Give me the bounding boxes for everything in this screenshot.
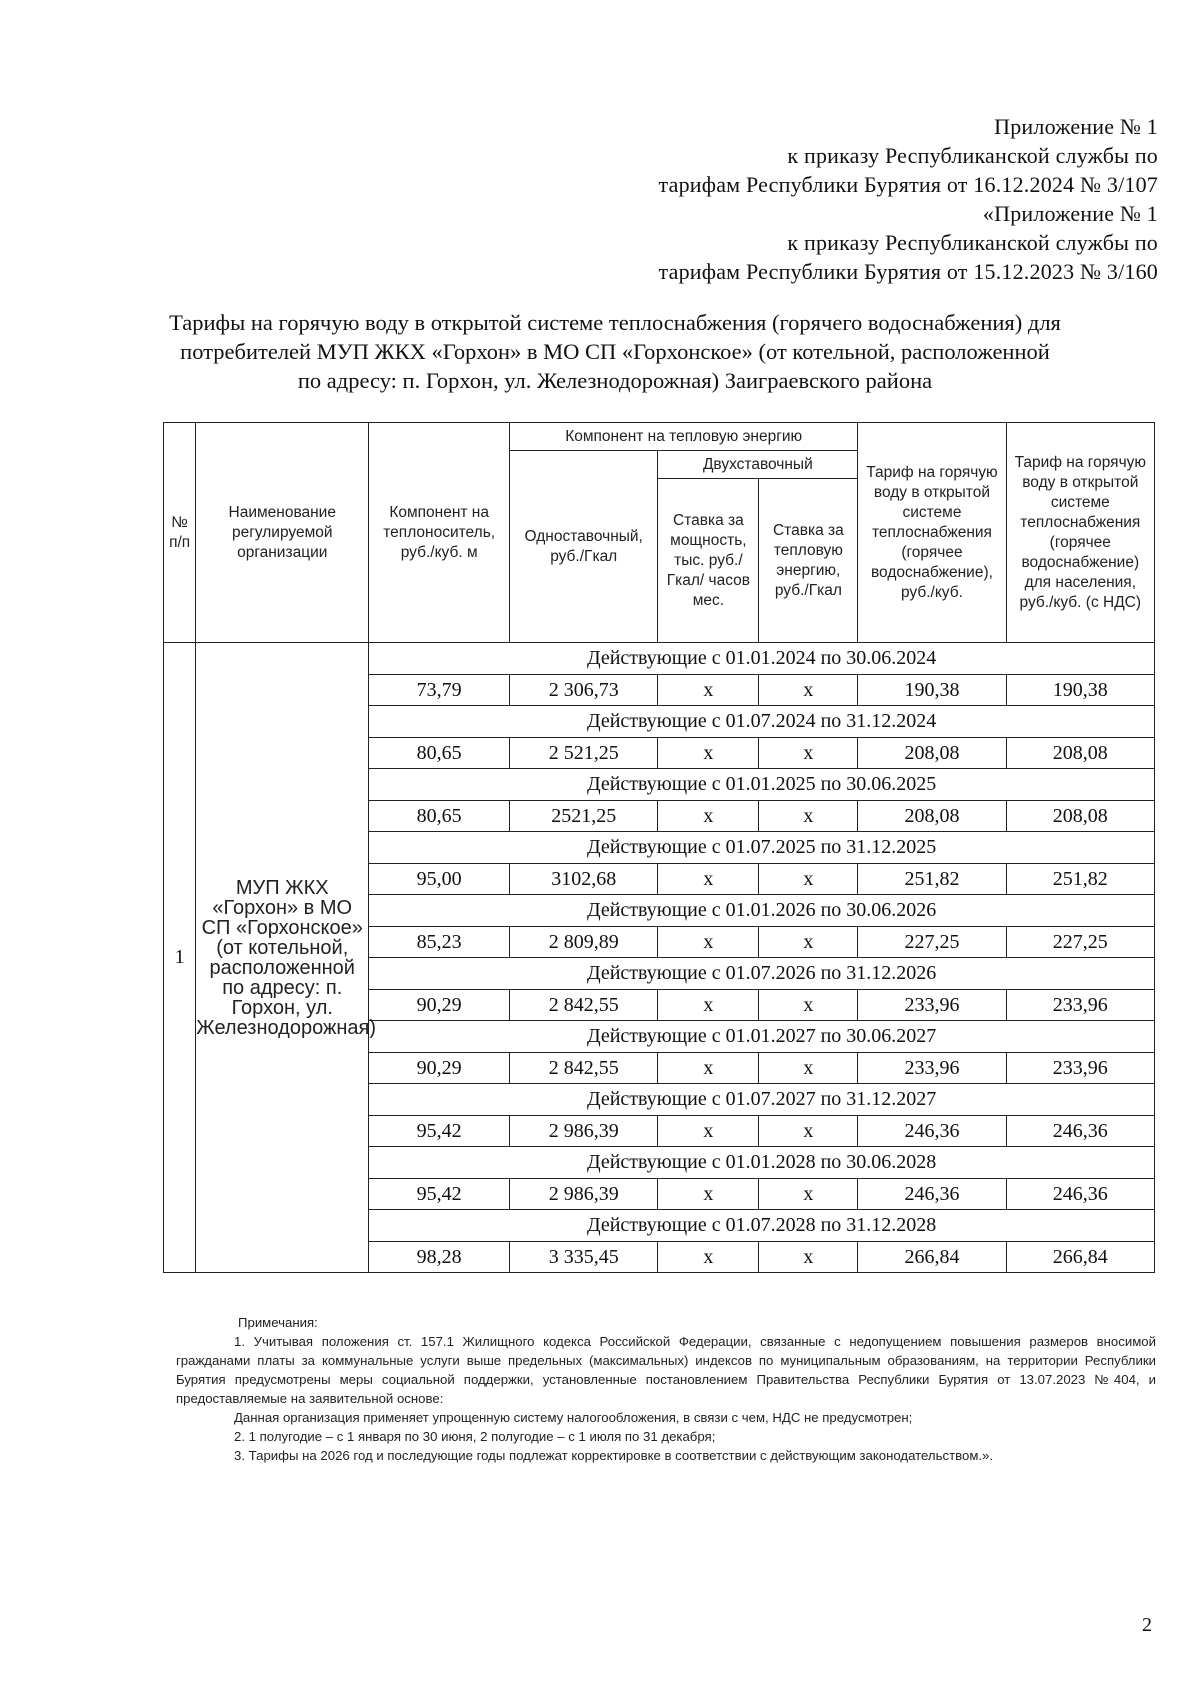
capacity-rate-value: x [658, 927, 759, 958]
period-label: Действующие с 01.07.2026 по 31.12.2026 [369, 958, 1155, 990]
column-header-organization: Наименование регулируемой организации [196, 423, 369, 643]
energy-rate-value: x [759, 1179, 858, 1210]
note-item: 1. Учитывая положения ст. 157.1 Жилищного кодекса Российской Федерации, связанные с недопущением повышения размеров вносимой гражданами платы за коммунальные услуги выше предельных (максимальных) индексов по муниципальным образованиям, на территории Республики Бурятия предусмотрены меры социальной поддержки, установленные постановлением Правительства Республики Бурятия от 13.07.2023 №404, и предоставляемые на заявительной основе: [176, 1334, 1156, 1406]
column-header-carrier: Компонент на теплоноситель, руб./куб. м [369, 423, 510, 643]
organization-cell: МУП ЖКХ «Горхон» в МО СП «Горхонское» (от котельной, расположенной по адресу: п. Горхон, ул. Железнодорожная) [196, 643, 369, 1273]
carrier-value: 80,65 [369, 801, 510, 832]
carrier-value: 98,28 [369, 1242, 510, 1273]
carrier-value: 90,29 [369, 990, 510, 1021]
capacity-rate-value: x [658, 675, 759, 706]
energy-rate-value: x [759, 990, 858, 1021]
tariff-value: 190,38 [858, 675, 1006, 706]
energy-rate-value: x [759, 738, 858, 769]
header-line: тарифам Республики Бурятия от 15.12.2023 № 3/160 [658, 259, 1158, 284]
tariff-value: 251,82 [858, 864, 1006, 895]
energy-rate-value: x [759, 864, 858, 895]
header-line: к приказу Республиканской службы по [787, 230, 1158, 255]
capacity-rate-value: x [658, 990, 759, 1021]
capacity-rate-value: x [658, 864, 759, 895]
single-rate-value: 2 842,55 [510, 990, 658, 1021]
period-label: Действующие с 01.01.2027 по 30.06.2027 [369, 1021, 1155, 1053]
column-header-energy-rate: Ставка за тепловую энергию, руб./Гкал [759, 479, 858, 643]
period-label: Действующие с 01.07.2025 по 31.12.2025 [369, 832, 1155, 864]
header-line: тарифам Республики Бурятия от 16.12.2024 № 3/107 [658, 172, 1158, 197]
period-label: Действующие с 01.01.2025 по 30.06.2025 [369, 769, 1155, 801]
single-rate-value: 2 986,39 [510, 1179, 658, 1210]
tariff-population-value: 208,08 [1006, 738, 1154, 769]
tariff-population-value: 190,38 [1006, 675, 1154, 706]
single-rate-value: 2 306,73 [510, 675, 658, 706]
column-header-tariff-population: Тариф на горячую воду в открытой системе теплоснабжения (горячее водоснабжение) для населения, руб./куб. (с НДС) [1006, 423, 1154, 643]
tariff-population-value: 233,96 [1006, 990, 1154, 1021]
header-line: Приложение № 1 [994, 114, 1158, 139]
tariff-value: 227,25 [858, 927, 1006, 958]
title-line: по адресу: п. Горхон, ул. Железнодорожная) Заиграевского района [297, 368, 933, 393]
tariff-population-value: 251,82 [1006, 864, 1154, 895]
notes-section [176, 1313, 1156, 1465]
header-line: «Приложение № 1 [982, 201, 1158, 226]
energy-rate-value: x [759, 1242, 858, 1273]
period-label: Действующие с 01.07.2024 по 31.12.2024 [369, 706, 1155, 738]
note-item: 3. Тарифы на 2026 год и последующие годы подлежат корректировке в соответствии с действующим законодательством.». [234, 1448, 994, 1463]
capacity-rate-value: x [658, 1179, 759, 1210]
title-line: Тарифы на горячую воду в открытой системе теплоснабжения (горячего водоснабжения) для [169, 310, 1061, 335]
period-label: Действующие с 01.01.2024 по 30.06.2024 [369, 643, 1155, 675]
column-header-single-rate: Одноставочный, руб./Гкал [510, 451, 658, 643]
single-rate-value: 2 521,25 [510, 738, 658, 769]
single-rate-value: 3102,68 [510, 864, 658, 895]
tariff-value: 246,36 [858, 1179, 1006, 1210]
energy-rate-value: x [759, 1053, 858, 1084]
row-number-cell: 1 [164, 643, 196, 1273]
single-rate-value: 2 809,89 [510, 927, 658, 958]
energy-rate-value: x [759, 1116, 858, 1147]
appendix-header [659, 112, 1158, 286]
tariff-value: 233,96 [858, 1053, 1006, 1084]
tariff-population-value: 227,25 [1006, 927, 1154, 958]
tariff-population-value: 233,96 [1006, 1053, 1154, 1084]
energy-rate-value: x [759, 675, 858, 706]
capacity-rate-value: x [658, 1053, 759, 1084]
tariff-value: 233,96 [858, 990, 1006, 1021]
column-header-capacity-rate: Ставка за мощность, тыс. руб./Гкал/ часов мес. [658, 479, 759, 643]
note-item: 2. 1 полугодие – с 1 января по 30 июня, 2 полугодие – с 1 июля по 31 декабря; [234, 1429, 716, 1444]
energy-rate-value: x [759, 927, 858, 958]
tariff-population-value: 208,08 [1006, 801, 1154, 832]
note-item: Данная организация применяет упрощенную систему налогообложения, в связи с чем, НДС не предусмотрен; [234, 1410, 913, 1425]
carrier-value: 95,42 [369, 1116, 510, 1147]
energy-rate-value: x [759, 801, 858, 832]
column-header-tariff: Тариф на горячую воду в открытой системе теплоснабжения (горячее водоснабжение), руб./куб. [858, 423, 1006, 643]
column-header-num: № п/п [164, 423, 196, 643]
single-rate-value: 3 335,45 [510, 1242, 658, 1273]
capacity-rate-value: x [658, 1242, 759, 1273]
tariff-population-value: 246,36 [1006, 1179, 1154, 1210]
period-label: Действующие с 01.01.2026 по 30.06.2026 [369, 895, 1155, 927]
tariff-population-value: 246,36 [1006, 1116, 1154, 1147]
carrier-value: 95,42 [369, 1179, 510, 1210]
notes-heading: Примечания: [238, 1315, 318, 1330]
period-label: Действующие с 01.07.2027 по 31.12.2027 [369, 1084, 1155, 1116]
tariff-value: 246,36 [858, 1116, 1006, 1147]
tariff-value: 266,84 [858, 1242, 1006, 1273]
capacity-rate-value: x [658, 738, 759, 769]
title-line: потребителей МУП ЖКХ «Горхон» в МО СП «Горхонское» (от котельной, расположенной [180, 339, 1050, 364]
period-label: Действующие с 01.01.2028 по 30.06.2028 [369, 1147, 1155, 1179]
tariff-table [163, 422, 1155, 1273]
page-number: 2 [1142, 1614, 1152, 1636]
period-label: Действующие с 01.07.2028 по 31.12.2028 [369, 1210, 1155, 1242]
tariff-population-value: 266,84 [1006, 1242, 1154, 1273]
capacity-rate-value: x [658, 801, 759, 832]
column-header-two-rate: Двухставочный [658, 451, 858, 479]
carrier-value: 85,23 [369, 927, 510, 958]
single-rate-value: 2 842,55 [510, 1053, 658, 1084]
header-line: к приказу Республиканской службы по [787, 143, 1158, 168]
carrier-value: 90,29 [369, 1053, 510, 1084]
document-title [150, 308, 1080, 395]
tariff-value: 208,08 [858, 738, 1006, 769]
carrier-value: 73,79 [369, 675, 510, 706]
column-header-energy-component: Компонент на тепловую энергию [510, 423, 858, 451]
carrier-value: 95,00 [369, 864, 510, 895]
carrier-value: 80,65 [369, 738, 510, 769]
capacity-rate-value: x [658, 1116, 759, 1147]
tariff-value: 208,08 [858, 801, 1006, 832]
single-rate-value: 2 986,39 [510, 1116, 658, 1147]
single-rate-value: 2521,25 [510, 801, 658, 832]
